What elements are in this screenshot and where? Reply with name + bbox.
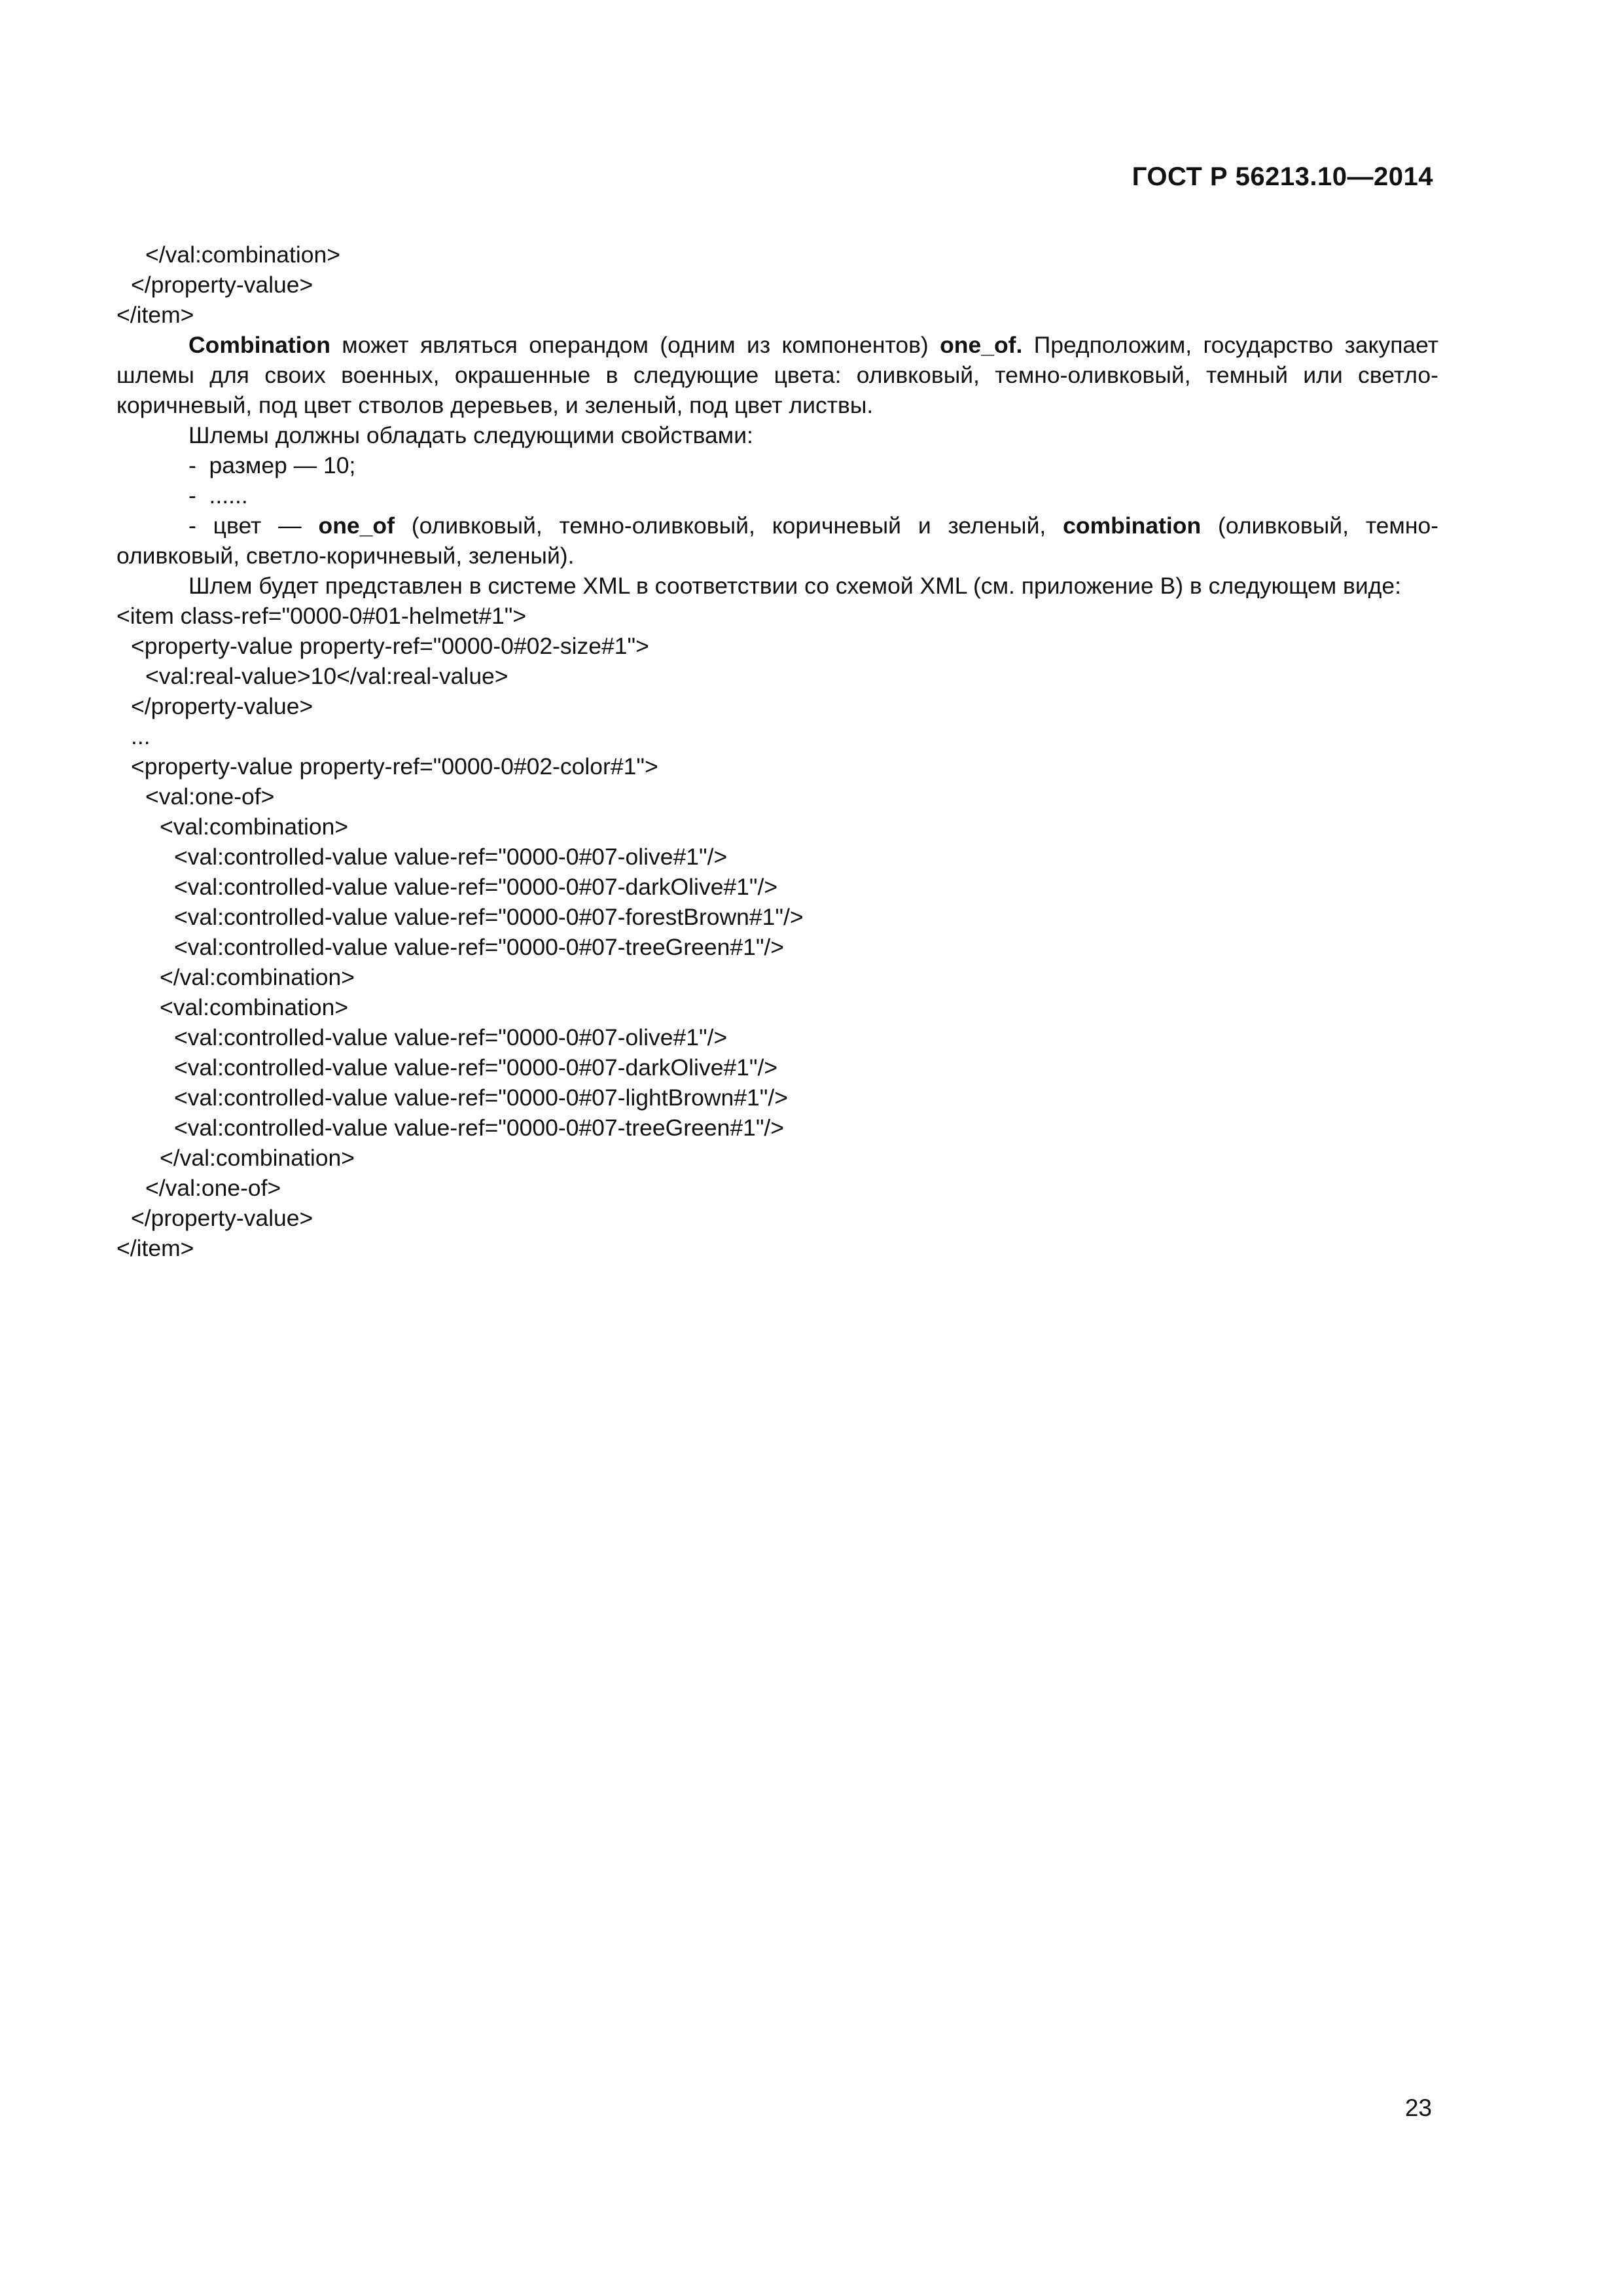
- list-item-text: (оливковый, темно-оливковый, коричневый и зеленый,: [394, 512, 1063, 539]
- code-line: <val:controlled-value value-ref="0000-0#07-treeGreen#1"/>: [174, 1115, 785, 1141]
- code-line: </val:combination>: [145, 242, 340, 268]
- paragraph-properties-intro: Шлемы должны обладать следующими свойствами:: [188, 422, 753, 448]
- code-line: <val:controlled-value value-ref="0000-0#07-darkOlive#1"/>: [174, 874, 778, 900]
- code-line: <val:combination>: [160, 994, 349, 1020]
- term-one-of: one_of.: [940, 332, 1023, 358]
- code-line: <val:controlled-value value-ref="0000-0#07-lightBrown#1"/>: [174, 1085, 788, 1111]
- page-content: [116, 240, 1438, 1263]
- code-line: ...: [131, 723, 151, 749]
- list-item-color: [116, 511, 1438, 571]
- paragraph-text: Предположим, государство закупает шлемы для своих военных, окрашенные в следующие цвета: оливковый, темно-оливковый, темный или светло-коричневый, под цвет стволов деревьев, и зеленый, под цвет листвы.: [116, 332, 1438, 418]
- code-line: <item class-ref="0000-0#01-helmet#1">: [116, 603, 527, 629]
- code-line: <property-value property-ref="0000-0#02-color#1">: [131, 753, 658, 780]
- code-line: <val:controlled-value value-ref="0000-0#07-treeGreen#1"/>: [174, 934, 785, 960]
- paragraph-text: может являться операндом (одним из компонентов): [330, 332, 940, 358]
- code-line: </val:combination>: [160, 964, 355, 990]
- paragraph-combination: [116, 330, 1438, 420]
- list-item-size: - размер — 10;: [188, 452, 356, 478]
- code-line: </property-value>: [131, 272, 313, 298]
- list-item-ellipsis: - ......: [188, 482, 248, 509]
- term-one-of: one_of: [318, 512, 395, 539]
- code-line: </property-value>: [131, 693, 313, 719]
- xml-code-block: [116, 601, 1438, 1263]
- page-number: 23: [1404, 2094, 1432, 2121]
- paragraph-xml-intro: Шлем будет представлен в системе XML в соответствии со схемой XML (см. приложение В) в следующем виде:: [188, 573, 1401, 599]
- term-combination: combination: [1063, 512, 1202, 539]
- code-line: </item>: [116, 1235, 194, 1261]
- code-line: <val:combination>: [160, 814, 349, 840]
- code-line: <val:real-value>10</val:real-value>: [145, 663, 508, 689]
- term-combination: Combination: [188, 332, 330, 358]
- list-item-text: (оливковый, темно-оливковый, светло-коричневый, зеленый).: [116, 512, 1439, 569]
- code-line: </property-value>: [131, 1205, 313, 1231]
- code-line: <val:controlled-value value-ref="0000-0#07-forestBrown#1"/>: [174, 904, 804, 930]
- code-line: <val:controlled-value value-ref="0000-0#07-olive#1"/>: [174, 844, 728, 870]
- code-line: <val:one-of>: [145, 783, 275, 810]
- code-line: <val:controlled-value value-ref="0000-0#07-darkOlive#1"/>: [174, 1054, 778, 1081]
- code-line: </val:one-of>: [145, 1175, 281, 1201]
- code-line: </val:combination>: [160, 1145, 355, 1171]
- standard-code-header: ГОСТ Р 56213.10—2014: [1132, 162, 1433, 191]
- code-line: <property-value property-ref="0000-0#02-size#1">: [131, 633, 649, 659]
- code-line: </item>: [116, 302, 194, 328]
- code-line: <val:controlled-value value-ref="0000-0#07-olive#1"/>: [174, 1024, 728, 1050]
- list-item-prefix: - цвет —: [188, 512, 319, 539]
